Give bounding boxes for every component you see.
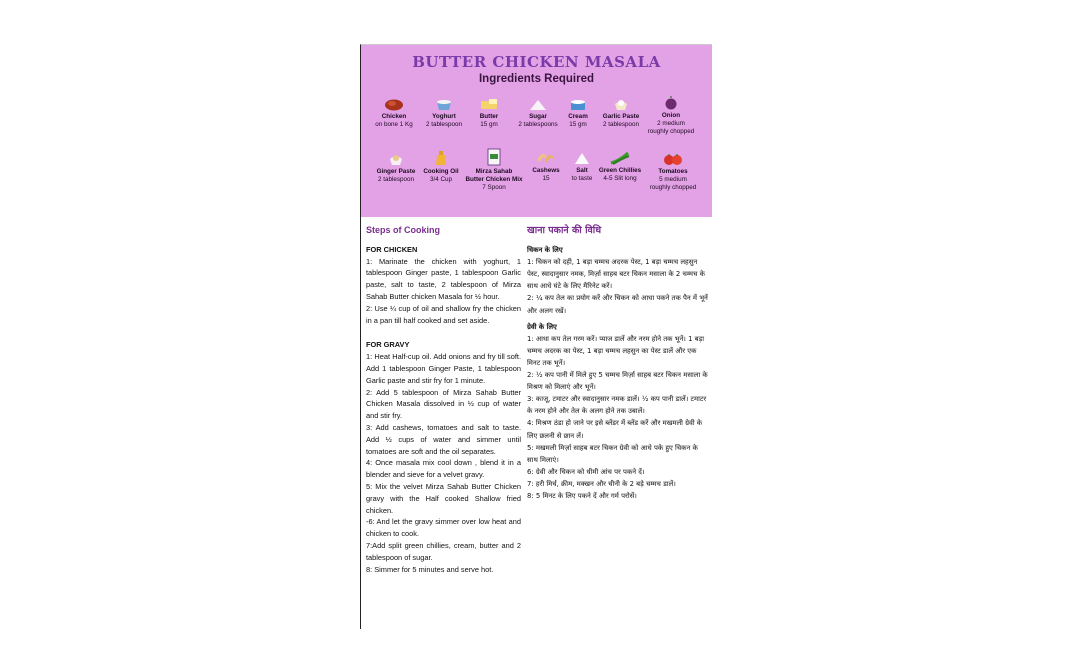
step-text: 5: Mix the velvet Mirza Sahab Butter Chicken gravy with the Half cooked Shallow fried chicken. <box>366 481 521 515</box>
ingredient-green-chillies: Green Chillies 4-5 Slit long <box>589 151 651 183</box>
sugar-icon <box>528 98 548 111</box>
step-text: -6: And let the gravy simmer over low heat and chicken to cook. <box>366 517 521 539</box>
step-text: 7:Add split green chillies, cream, butter and 2 tablespoon of sugar. <box>366 540 521 562</box>
cooking-oil-icon <box>431 151 451 166</box>
ginger-paste-icon <box>386 153 406 166</box>
tomatoes-icon <box>662 153 684 166</box>
step-text: 2: ¼ कप तेल का प्रयोग करें और चिकन को आधा पकने तक पैन में भूनें और अलग रखें। <box>527 294 708 315</box>
chicken-icon <box>384 98 404 111</box>
yoghurt-icon <box>434 98 454 111</box>
step-text: 8: Simmer for 5 minutes and serve hot. <box>366 564 494 574</box>
ingredient-sugar: Sugar 2 tablespoons <box>507 98 569 129</box>
step-text: 1: चिकन को दही, 1 बड़ा चम्मच अदरक पेस्ट, 1 बड़ा चम्मच लहसुन पेस्ट, स्वादानुसार नमक, मिर्ज़ा साहब बटर चिकन मसाला के 2 चम्मच के साथ आधे घंटे के लिए मैरिनेट करें। <box>527 258 705 291</box>
step-text: 8: 5 मिनट के लिए पकने दें और गर्म परोसें। <box>527 491 637 500</box>
masala-pack-icon <box>486 148 502 166</box>
ingredients-subtitle: Ingredients Required <box>478 73 595 85</box>
step-text: 7: हरी मिर्च, क्रीम, मक्खन और चीनी के 2 बड़े चम्मच डालें। <box>527 479 676 488</box>
ingredient-chicken: Chicken on bone 1 Kg <box>363 98 425 129</box>
garlic-paste-icon <box>611 98 631 111</box>
ingredients-banner <box>361 45 712 217</box>
gravy-heading-hi: ग्रेवी के लिए <box>527 322 557 331</box>
english-steps <box>366 225 521 575</box>
hindi-steps <box>527 225 708 502</box>
step-text: 4: Once masala mix cool down , blend it in a blender and sieve for a velvet gravy. <box>366 458 521 480</box>
chicken-heading-hi: चिकन के लिए <box>527 246 563 255</box>
ingredient-garlic-paste: Garlic Paste 2 tablespoon <box>590 98 652 129</box>
ingredient-salt: Salt to taste <box>551 151 613 183</box>
step-text: 2: ½ कप पानी में मिले हुए 5 चम्मच मिर्ज़ा साहब बटर चिकन मसाला के मिश्रण को मिलाएं और भूनें। <box>527 371 708 392</box>
ingredient-cream: Cream 15 gm <box>547 98 609 129</box>
ingredient-onion: Onion 2 medium roughly chopped <box>640 96 702 136</box>
ingredient-masala-mix: Mirza Sahab Butter Chicken Mix 7 Spoon <box>463 148 525 192</box>
ingredient-yoghurt: Yoghurt 2 tablespoon <box>413 98 475 129</box>
ingredient-cooking-oil: Cooking Oil 3/4 Cup <box>410 151 472 184</box>
step-text: 4: मिश्रण ठंडा हो जाने पर इसे ब्लेंडर में ब्लेंड करें और मखमली ग्रेवी के लिए छलनी से छान लें। <box>527 419 703 440</box>
step-text: 1: Marinate the chicken with yoghurt, 1 tablespoon Ginger paste, 1 tablespoon Garlic paste, salt to taste, 2 tablespoon of Mirza Sahab Butter chicken Masala for ½ hour. <box>366 256 521 301</box>
butter-icon <box>479 98 499 111</box>
ingredient-ginger-paste: Ginger Paste 2 tablespoon <box>365 153 427 184</box>
recipe-title: BUTTER CHICKEN MASALA <box>412 53 661 71</box>
step-text: 1: आधा कप तेल गरम करें। प्याज डालें और नरम होने तक भूनें। 1 बड़ा चम्मच अदरक का पेस्ट, 1 बड़ा चम्मच लहसुन का पेस्ट डालें और एक मिनट तक भूनें। <box>527 334 705 367</box>
steps-heading-en: Steps of Cooking <box>366 225 440 235</box>
step-text: 5: मखमली मिर्ज़ा साहब बटर चिकन ग्रेवी को आधे पके हुए चिकन के साथ मिलाएं। <box>527 443 698 464</box>
step-text: 3: Add cashews, tomatoes and salt to taste. Add ½ cups of water and simmer until tomatoes are soft and the oil separates. <box>366 422 521 456</box>
onion-icon <box>661 96 681 110</box>
step-text: 3: काजू, टमाटर और स्वादानुसार नमक डालें। ½ कप पानी डालें। टमाटर के नरम होने और तेल के अलग होने तक उबालें। <box>527 395 707 416</box>
ingredient-butter: Butter 15 gm <box>458 98 520 129</box>
step-text: 1: Heat Half-cup oil. Add onions and fry till soft. Add 1 tablespoon Ginger Paste, 1 tablespoon Garlic paste and stir fry for 1 minute. <box>366 352 521 385</box>
cream-icon <box>568 98 588 111</box>
chicken-heading-en: FOR CHICKEN <box>366 244 418 254</box>
recipe-card <box>360 44 712 629</box>
ingredient-tomatoes: Tomatoes 5 medium roughly chopped <box>642 153 704 192</box>
step-text: 2: Add 5 tablespoon of Mirza Sahab Butter Chicken Masala dissolved in ½ cup of water and stir fry. <box>366 387 521 421</box>
green-chillies-icon <box>609 151 631 165</box>
step-text: 2: Use ¼ cup of oil and shallow fry the chicken in a pan till half cooked and set aside. <box>366 303 521 325</box>
steps-heading-hi: खाना पकाने की विधि <box>527 225 602 236</box>
gravy-heading-en: FOR GRAVY <box>366 340 410 350</box>
step-text: 6: ग्रेवी और चिकन को धीमी आंच पर पकने दें। <box>527 467 645 476</box>
ingredient-cashews: Cashews 15 <box>515 151 577 183</box>
